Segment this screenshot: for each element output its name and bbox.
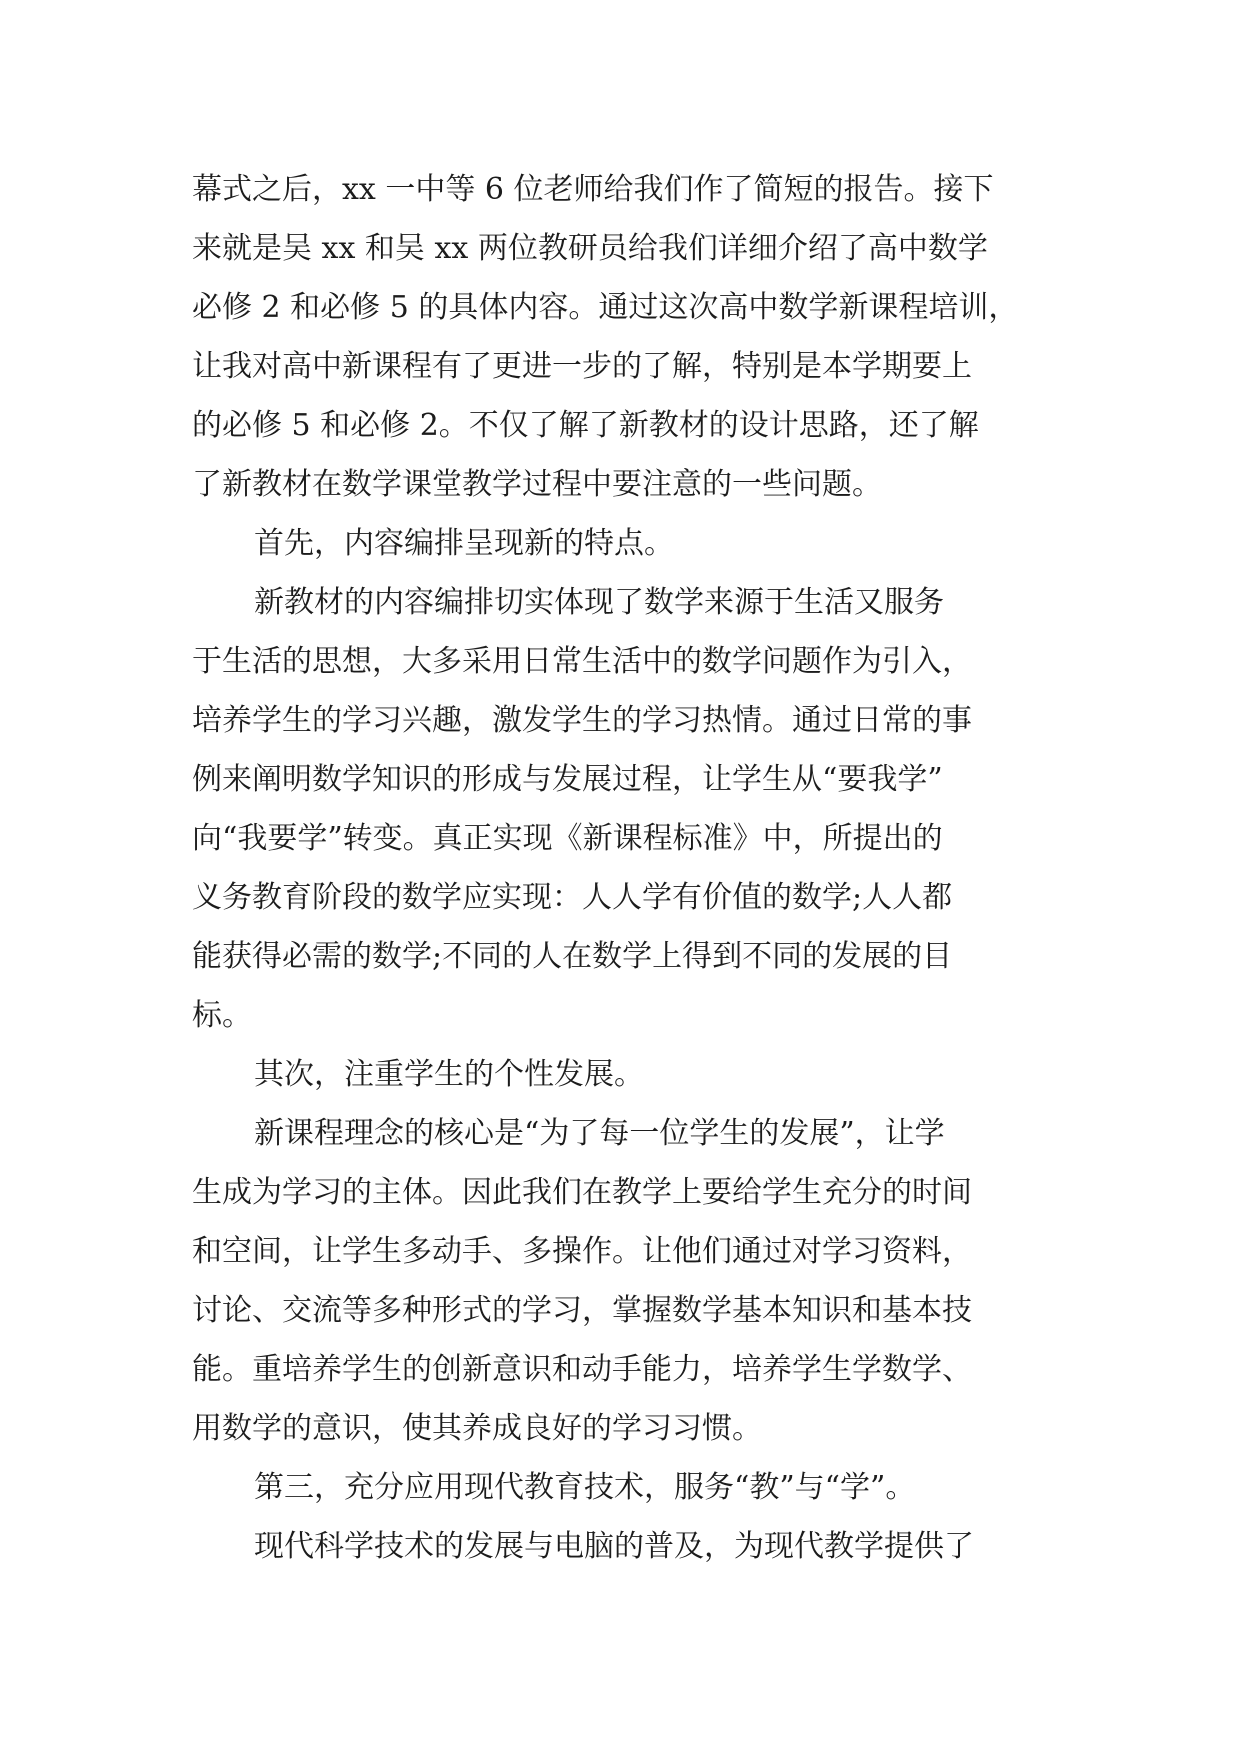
section-heading: 首先，内容编排呈现新的特点。	[254, 526, 674, 561]
text-line: 幕式之后，xx 一中等 6 位老师给我们作了简短的报告。接下	[192, 172, 994, 207]
text-line: 标。	[192, 998, 252, 1033]
text-line: 现代科学技术的发展与电脑的普及，为现代教学提供了	[254, 1529, 974, 1564]
section-heading: 第三，充分应用现代教育技术，服务“教”与“学”。	[254, 1470, 916, 1505]
text-line: 能。重培养学生的创新意识和动手能力，培养学生学数学、	[192, 1352, 972, 1387]
text-line: 用数学的意识，使其养成良好的学习习惯。	[192, 1411, 762, 1446]
text-line: 必修 2 和必修 5 的具体内容。通过这次高中数学新课程培训，	[192, 290, 1019, 325]
text-line: 于生活的思想，大多采用日常生活中的数学问题作为引入，	[192, 644, 972, 679]
text-line: 的必修 5 和必修 2。不仅了解了新教材的设计思路，还了解	[192, 408, 979, 443]
document-body	[192, 160, 1062, 1576]
text-line: 向“我要学”转变。真正实现《新课程标准》中，所提出的	[192, 821, 943, 856]
text-line: 新课程理念的核心是“为了每一位学生的发展”，让学	[254, 1116, 945, 1151]
text-line: 讨论、交流等多种形式的学习，掌握数学基本知识和基本技	[192, 1293, 972, 1328]
text-line: 义务教育阶段的数学应实现：人人学有价值的数学;人人都	[192, 880, 953, 915]
text-line: 了新教材在数学课堂教学过程中要注意的一些问题。	[192, 467, 882, 502]
text-line: 例来阐明数学知识的形成与发展过程，让学生从“要我学”	[192, 762, 943, 797]
text-line: 生成为学习的主体。因此我们在教学上要给学生充分的时间	[192, 1175, 972, 1210]
text-line: 培养学生的学习兴趣，激发学生的学习热情。通过日常的事	[192, 703, 972, 738]
section-heading: 其次，注重学生的个性发展。	[254, 1057, 644, 1092]
text-line: 能获得必需的数学;不同的人在数学上得到不同的发展的目	[192, 939, 953, 974]
text-line: 和空间，让学生多动手、多操作。让他们通过对学习资料，	[192, 1234, 972, 1269]
text-line: 新教材的内容编排切实体现了数学来源于生活又服务	[254, 585, 944, 620]
text-line: 来就是吴 xx 和吴 xx 两位教研员给我们详细介绍了高中数学	[192, 231, 988, 266]
text-line: 让我对高中新课程有了更进一步的了解，特别是本学期要上	[192, 349, 972, 384]
